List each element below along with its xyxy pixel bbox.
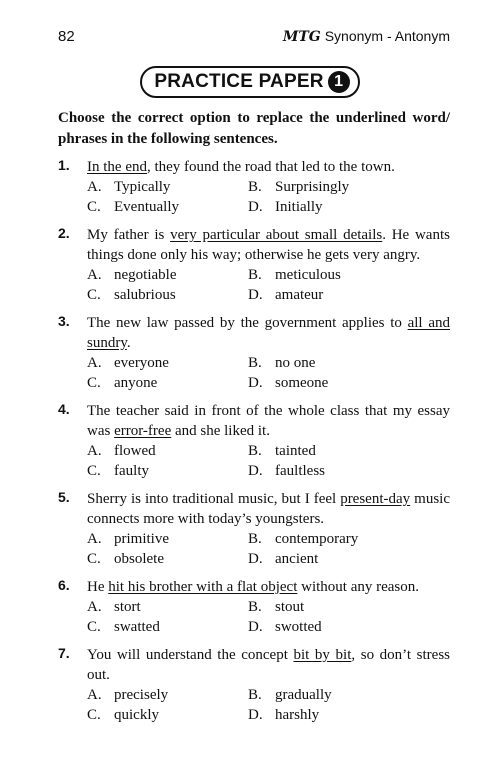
question-6 xyxy=(58,577,450,637)
option-d[interactable] xyxy=(248,617,448,637)
options xyxy=(58,685,450,725)
running-head xyxy=(283,28,450,45)
option-text: quickly xyxy=(114,707,159,723)
option-text: precisely xyxy=(114,687,169,703)
underlined-phrase: error-free xyxy=(114,423,172,439)
option-text: meticulous xyxy=(275,267,341,283)
option-letter: A. xyxy=(87,267,102,283)
option-letter: A. xyxy=(87,179,102,195)
question-7 xyxy=(58,645,450,725)
stem-text: The teacher said in front of the whole class that my essay was xyxy=(87,403,450,439)
option-text: ancient xyxy=(275,551,319,567)
option-letter: A. xyxy=(87,531,102,547)
option-a[interactable] xyxy=(87,353,248,373)
option-d[interactable] xyxy=(248,285,448,305)
option-letter: A. xyxy=(87,687,102,703)
option-d[interactable] xyxy=(248,705,448,725)
option-letter: D. xyxy=(248,463,263,479)
option-text: Initially xyxy=(275,199,323,215)
question-number: 2. xyxy=(58,225,70,241)
option-letter: A. xyxy=(87,443,102,459)
question-stem xyxy=(58,225,450,265)
option-text: salubrious xyxy=(114,287,176,303)
question-4 xyxy=(58,401,450,481)
stem-text: My father is xyxy=(87,227,171,243)
option-letter: C. xyxy=(87,463,101,479)
option-text: faulty xyxy=(114,463,149,479)
question-stem xyxy=(58,313,450,353)
question-5 xyxy=(58,489,450,569)
option-letter: C. xyxy=(87,619,101,635)
option-letter: A. xyxy=(87,355,102,371)
option-letter: B. xyxy=(248,599,262,615)
underlined-phrase: present-day xyxy=(340,491,411,507)
option-letter: A. xyxy=(87,599,102,615)
option-c[interactable] xyxy=(87,617,248,637)
stem-text: . xyxy=(126,335,131,351)
option-a[interactable] xyxy=(87,265,248,285)
option-d[interactable] xyxy=(248,549,448,569)
question-stem xyxy=(58,577,450,597)
option-letter: C. xyxy=(87,551,101,567)
question-stem xyxy=(58,645,450,685)
stem-text: , so don’t stress out. xyxy=(87,647,451,683)
option-b[interactable] xyxy=(248,265,448,285)
option-d[interactable] xyxy=(248,373,448,393)
question-1 xyxy=(58,157,450,217)
option-text: stort xyxy=(114,599,141,615)
stem-text: Sherry is into traditional music, but I feel xyxy=(87,491,341,507)
option-a[interactable] xyxy=(87,177,248,197)
stem-text: music connects more with today’s youngsters. xyxy=(87,491,450,527)
option-text: Eventually xyxy=(114,199,179,215)
option-c[interactable] xyxy=(87,705,248,725)
underlined-phrase: hit his brother with a flat object xyxy=(108,579,298,595)
option-letter: D. xyxy=(248,199,263,215)
question-2 xyxy=(58,225,450,305)
options xyxy=(58,597,450,637)
underlined-phrase: very particular about small details xyxy=(170,227,383,243)
option-d[interactable] xyxy=(248,461,448,481)
option-letter: C. xyxy=(87,375,101,391)
option-letter: B. xyxy=(248,179,262,195)
stem-text: He xyxy=(87,579,109,595)
question-number: 4. xyxy=(58,401,70,417)
option-b[interactable] xyxy=(248,441,448,461)
option-letter: C. xyxy=(87,707,101,723)
question-number: 6. xyxy=(58,577,70,593)
stem-text: , they found the road that led to the town. xyxy=(146,159,395,175)
subject-title: Synonym - Antonym xyxy=(324,28,450,44)
option-c[interactable] xyxy=(87,373,248,393)
option-b[interactable] xyxy=(248,685,448,705)
option-a[interactable] xyxy=(87,597,248,617)
option-text: anyone xyxy=(114,375,158,391)
option-text: everyone xyxy=(114,355,169,371)
underlined-phrase: In the end xyxy=(87,159,147,175)
page-header xyxy=(58,28,450,50)
question-stem xyxy=(58,401,450,441)
question-number: 7. xyxy=(58,645,70,661)
option-b[interactable] xyxy=(248,529,448,549)
option-b[interactable] xyxy=(248,353,448,373)
option-text: contemporary xyxy=(275,531,359,547)
option-text: Surprisingly xyxy=(275,179,350,195)
option-text: tainted xyxy=(275,443,316,459)
stem-text: The new law passed by the government applies to xyxy=(87,315,408,331)
option-text: harshly xyxy=(275,707,320,723)
option-text: amateur xyxy=(275,287,324,303)
option-text: gradually xyxy=(275,687,332,703)
option-c[interactable] xyxy=(87,285,248,305)
stem-text: . He wants things done only his way; otherwise he gets very angry. xyxy=(87,227,450,263)
option-a[interactable] xyxy=(87,529,248,549)
options xyxy=(58,177,450,217)
option-c[interactable] xyxy=(87,549,248,569)
option-a[interactable] xyxy=(87,441,248,461)
options xyxy=(58,353,450,393)
option-letter: D. xyxy=(248,707,263,723)
title-wrapper xyxy=(0,66,500,98)
option-text: no one xyxy=(275,355,316,371)
option-a[interactable] xyxy=(87,685,248,705)
option-b[interactable] xyxy=(248,597,448,617)
option-text: stout xyxy=(275,599,305,615)
option-text: Typically xyxy=(114,179,171,195)
options xyxy=(58,441,450,481)
underlined-phrase: bit by bit xyxy=(293,647,352,663)
option-text: swotted xyxy=(275,619,322,635)
question-number: 1. xyxy=(58,157,70,173)
page-number: 82 xyxy=(58,28,75,45)
option-letter: B. xyxy=(248,687,262,703)
option-text: flowed xyxy=(114,443,156,459)
option-letter: D. xyxy=(248,375,263,391)
option-text: swatted xyxy=(114,619,160,635)
option-letter: C. xyxy=(87,199,101,215)
brand-logo: MTG xyxy=(282,29,321,45)
stem-text: and she liked it. xyxy=(171,423,270,439)
option-letter: C. xyxy=(87,287,101,303)
option-d[interactable] xyxy=(248,197,448,217)
options xyxy=(58,265,450,305)
question-stem xyxy=(58,157,450,177)
option-c[interactable] xyxy=(87,197,248,217)
option-letter: D. xyxy=(248,287,263,303)
practice-paper-title xyxy=(140,66,359,98)
option-text: someone xyxy=(275,375,329,391)
question-number: 3. xyxy=(58,313,70,329)
stem-text: You will understand the concept xyxy=(87,647,294,663)
options xyxy=(58,529,450,569)
option-text: negotiable xyxy=(114,267,177,283)
stem-text: without any reason. xyxy=(297,579,420,595)
option-text: faultless xyxy=(275,463,325,479)
option-letter: D. xyxy=(248,551,263,567)
option-letter: D. xyxy=(248,619,263,635)
option-text: obsolete xyxy=(114,551,164,567)
option-letter: B. xyxy=(248,267,262,283)
question-number: 5. xyxy=(58,489,70,505)
question-3 xyxy=(58,313,450,393)
underlined-phrase: all and sundry xyxy=(87,315,450,351)
option-b[interactable] xyxy=(248,177,448,197)
question-stem xyxy=(58,489,450,529)
title-text: PRACTICE PAPER xyxy=(154,71,324,92)
option-letter: B. xyxy=(248,355,262,371)
instruction-text: Choose the correct option to replace the underlined word/ phrases in the following sentences. xyxy=(58,110,450,147)
option-c[interactable] xyxy=(87,461,248,481)
option-text: primitive xyxy=(114,531,169,547)
question-list xyxy=(58,157,450,733)
option-letter: B. xyxy=(248,531,262,547)
option-letter: B. xyxy=(248,443,262,459)
paper-number-badge: 1 xyxy=(328,71,350,93)
